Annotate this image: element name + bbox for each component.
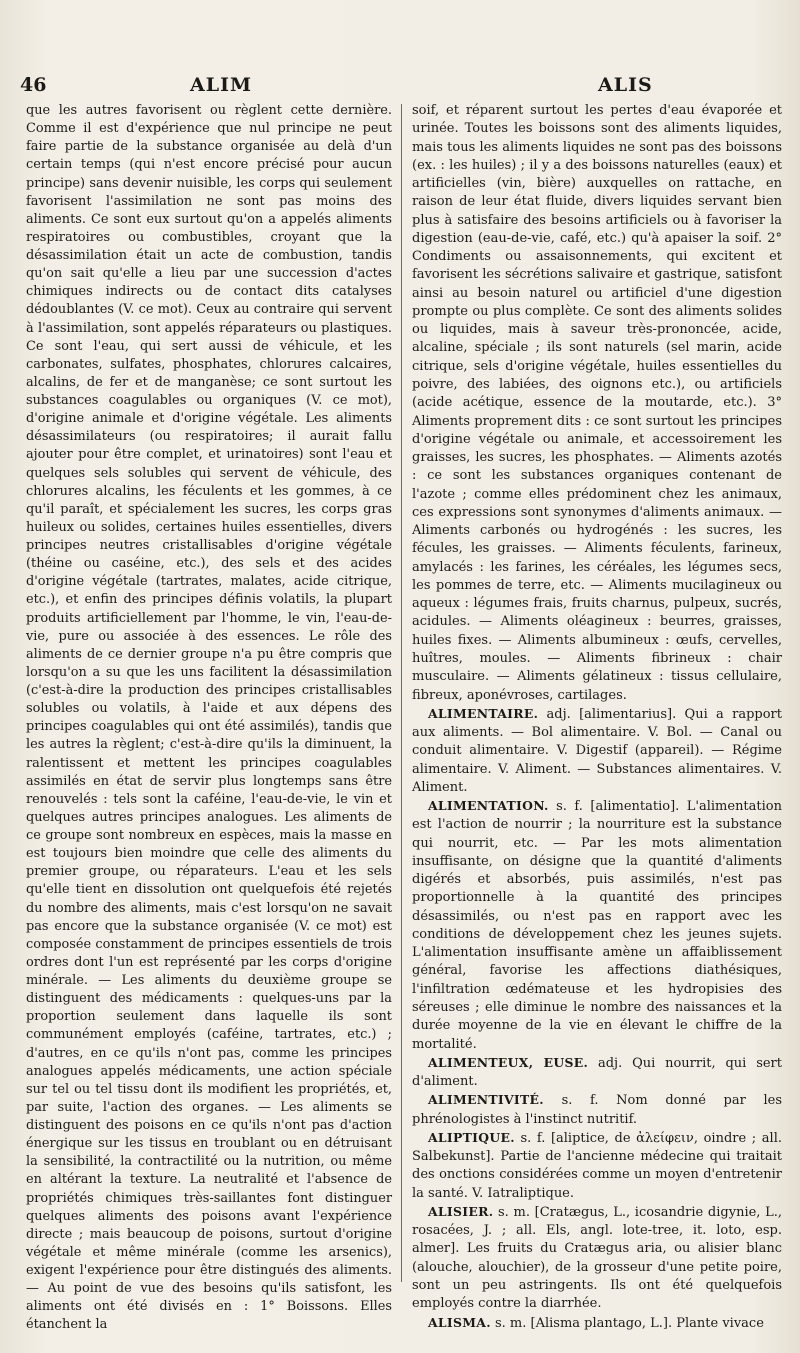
left-column <box>26 102 392 1335</box>
right-headword: ALIS <box>598 74 653 96</box>
entry-alimentation <box>412 797 782 1054</box>
entry-body: s. m. [Alisma plantago, L.]. Plante vivace <box>494 1315 764 1331</box>
entry-alisma <box>412 1314 782 1333</box>
headword: ALISIER. <box>428 1203 494 1219</box>
headword: ALIPTIQUE. <box>428 1129 515 1145</box>
headword: ALIMENTAIRE. <box>428 705 539 721</box>
entry-alimentivite <box>412 1091 782 1129</box>
aliment-entry-continuation: que les autres favorisent ou règlent cette dernière. Comme il est d'expérience que nul principe ne peut faire partie de la substance organisée au delà d'un certain temps (qui n'est encore précisé pour aucun principe) sans devenir nuisible, les corps qui seulement favorisent l'assimilation ne sont pas moins des aliments. Ce sont eux surtout qu'on a appelés aliments respiratoires ou combustibles, croyant que la désassimilation était un acte de combustion, tandis qu'on sait qu'elle a lieu par une succession d'actes chimiques indirects ou de contact dits catalyses dédoublantes (V. ce mot). Ceux au contraire qui servent à l'assimilation, sont appelés réparateurs ou plastiques. Ce sont l'eau, qui sert aussi de véhicule, et les carbonates, sulfates, phosphates, chlorures calcaires, alcalins, de fer et de manganèse; ce sont surtout les substances coagulables ou organiques (V. ce mot), d'origine animale et d'origine végétale. Les aliments désassimilateurs (ou respiratoires; il aurait fallu ajouter pour être complet, et urinatoires) sont l'eau et quelques sels solubles qui servent de véhicule, des chlorures alcalins, les féculents et les gommes, à ce qu'il paraît, et spécialement les sucres, les corps gras huileux ou solides, certaines huiles essentielles, divers principes neutres cristallisables d'origine végétale (théine ou caséine, etc.), des sels et des acides d'origine végétale (tartrates, malates, acide citrique, etc.), et enfin des principes définis volatils, la plupart produits artificiellement par l'homme, le vin, l'eau-de-vie, pure ou associée à des essences. Le rôle des aliments de ce dernier groupe n'a pu être compris que lorsqu'on a su que les uns facilitent la désassimilation (c'est-à-dire la production des principes cristallisables solubles ou volatils, à l'aide et aux dépens des principes coagulables qui ont été assimilés), tandis que les autres la règlent; c'est-à-dire qu'ils la diminuent, la ralentissent et mettent les principes coagulables assimilés en état de servir plus longtemps sans être renouvelés : tels sont la caféine, l'eau-de-vie, le vin et quelques autres principes analogues. Les aliments de ce groupe sont nombreux en espèces, mais la masse en est toujours bien moindre que celle des aliments du premier groupe, ou réparateurs. L'eau et les sels qu'elle tient en dissolution ont quelquefois été rejetés du nombre des aliments, mais c'est lorsqu'on ne savait pas encore que la substance organisée (V. ce mot) est composée constamment de principes essentiels de trois ordres dont l'un est représenté par les corps d'origine minérale. — Les aliments du deuxième groupe se distinguent des médicaments : quelques-uns par la proportion seulement dans laquelle ils sont communément employés (caféine, tartrates, etc.) ; d'autres, en ce qu'ils n'ont pas, comme les principes analogues appelés médicaments, une action spéciale sur tel ou tel tissu dont ils modifient les propriétés, et, par suite, l'action des organes. — Les aliments se distinguent des poisons en ce qu'ils n'ont pas d'action énergique sur les tissus en troublant ou en détruisant la sensibilité, la contractilité ou la nutrition, ou même en altérant la texture. La neutralité et l'absence de propriétés chimiques très-saillantes font distinguer quelques aliments des poisons avant l'expérience directe ; mais beaucoup de poisons, surtout d'origine végétale et même minérale (comme les arsenics), exigent l'expérience pour être distingués des aliments. — Au point de vue des besoins qu'ils satisfont, les aliments ont été divisés en : 1° Boissons. Elles étanchent la <box>26 103 392 1333</box>
running-head <box>20 74 778 98</box>
headword: ALIMENTATION. <box>428 798 549 814</box>
headword: ALIMENTEUX, EUSE. <box>428 1054 589 1070</box>
entry-body: s. f. [alimentatio]. L'alimentation est l'action de nourrir ; la nourriture est la substance qui nourrit, etc. — Par les mots alimentation insuffisante, on désigne que la quantité d'aliments digérés et absorbés, puis assimilés, n'est pas proportionnelle à la quantité des principes désassimilés, ou n'est pas en rapport avec les conditions de développement chez les jeunes sujets. L'alimentation insuffisante amène un affaiblissement général, favorise les affections diathésiques, l'infiltration œdémateuse et les hydropisies des séreuses ; elle diminue le nombre des naissances et la durée moyenne de la vie en élevant le chiffre de la mortalité. <box>412 799 782 1052</box>
entry-body: s. f. Nom donné par les phrénologistes à l'instinct nutritif. <box>412 1093 783 1127</box>
entry-alimenteux <box>412 1054 782 1092</box>
entry-body: s. f. [aliptice, de ἀλείφειν, oindre ; all. Salbekunst]. Partie de l'ancienne médecine qui traitait des onctions considérées comme un moyen d'entretenir la santé. V. Iatraliptique. <box>412 1130 782 1201</box>
entry-aliptique <box>412 1129 782 1203</box>
left-headword: ALIM <box>190 74 253 96</box>
right-column <box>412 102 782 1333</box>
entry-body: adj. [alimentarius]. Qui a rapport aux aliments. — Bol alimentaire. V. Bol. — Canal ou conduit alimentaire. V. Digestif (appareil). — Régime alimentaire. V. Aliment. — Substances alimentaires. V. Aliment. <box>412 706 782 795</box>
entry-alisier <box>412 1203 782 1314</box>
aliment-entry-end: soif, et réparent surtout les pertes d'eau évaporée et urinée. Toutes les boissons sont des aliments liquides, mais tous les aliments liquides ne sont pas des boissons (ex. : les huiles) ; il y a des boissons naturelles (eaux) et artificielles (vin, bière) auxquelles on rattache, en raison de leur état fluide, divers liquides servant bien plus à satisfaire des besoins artificiels ou à favoriser la digestion (eau-de-vie, café, etc.) qu'à apaiser la soif. 2° Condiments ou assaisonnements, qui excitent et favorisent les sécrétions salivaire et gastrique, satisfont ainsi au besoin naturel ou artificiel d'une digestion prompte ou plus complète. Ce sont des aliments solides ou liquides, mais à saveur très-prononcée, acide, alcaline, spéciale ; ils sont naturels (sel marin, acide citrique, sels d'origine végétale, huiles essentielles du poivre, des labiées, des oignons etc.), ou artificiels (acide acétique, essence de la moutarde, etc.). 3° Aliments proprement dits : ce sont surtout les principes d'origine végétale ou animale, et accessoirement les graisses, les sucres, les phosphates. — Aliments azotés : ce sont les substances organiques contenant de l'azote ; comme elles prédominent chez les animaux, ces expressions sont synonymes d'aliments animaux. — Aliments carbonés ou hydrogénés : les sucres, les fécules, les graisses. — Aliments féculents, farineux, amylacés : les farines, les céréales, les légumes secs, les pommes de terre, etc. — Aliments mucilagineux ou aqueux : légumes frais, fruits charnus, pulpeux, sucrés, acidules. — Aliments oléagineux : beurres, graisses, huiles fixes. — Aliments albumineux : œufs, cervelles, huîtres, moules. — Aliments fibrineux : chair musculaire. — Aliments gélatineux : tissus cellulaire, fibreux, aponévroses, cartilages. <box>412 103 782 703</box>
entry-body: s. m. [Cratægus, L., icosandrie digynie, L., rosacées, J. ; all. Els, angl. lote-tree, it. loto, esp. almer]. Les fruits du Cratægus aria, ou alisier blanc (alouche, alouchier), de la grosseur d'une petite poire, sont un peu astringents. Ils ont été quelquefois employés contre la diarrhée. <box>412 1204 782 1312</box>
column-divider <box>401 104 402 1282</box>
entry-alimentaire <box>412 705 782 797</box>
page-number: 46 <box>20 74 47 96</box>
headword: ALIMENTIVITÉ. <box>428 1092 544 1108</box>
headword: ALISMA. <box>428 1314 491 1330</box>
entry-body: adj. Qui nourrit, qui sert d'aliment. <box>412 1055 782 1090</box>
